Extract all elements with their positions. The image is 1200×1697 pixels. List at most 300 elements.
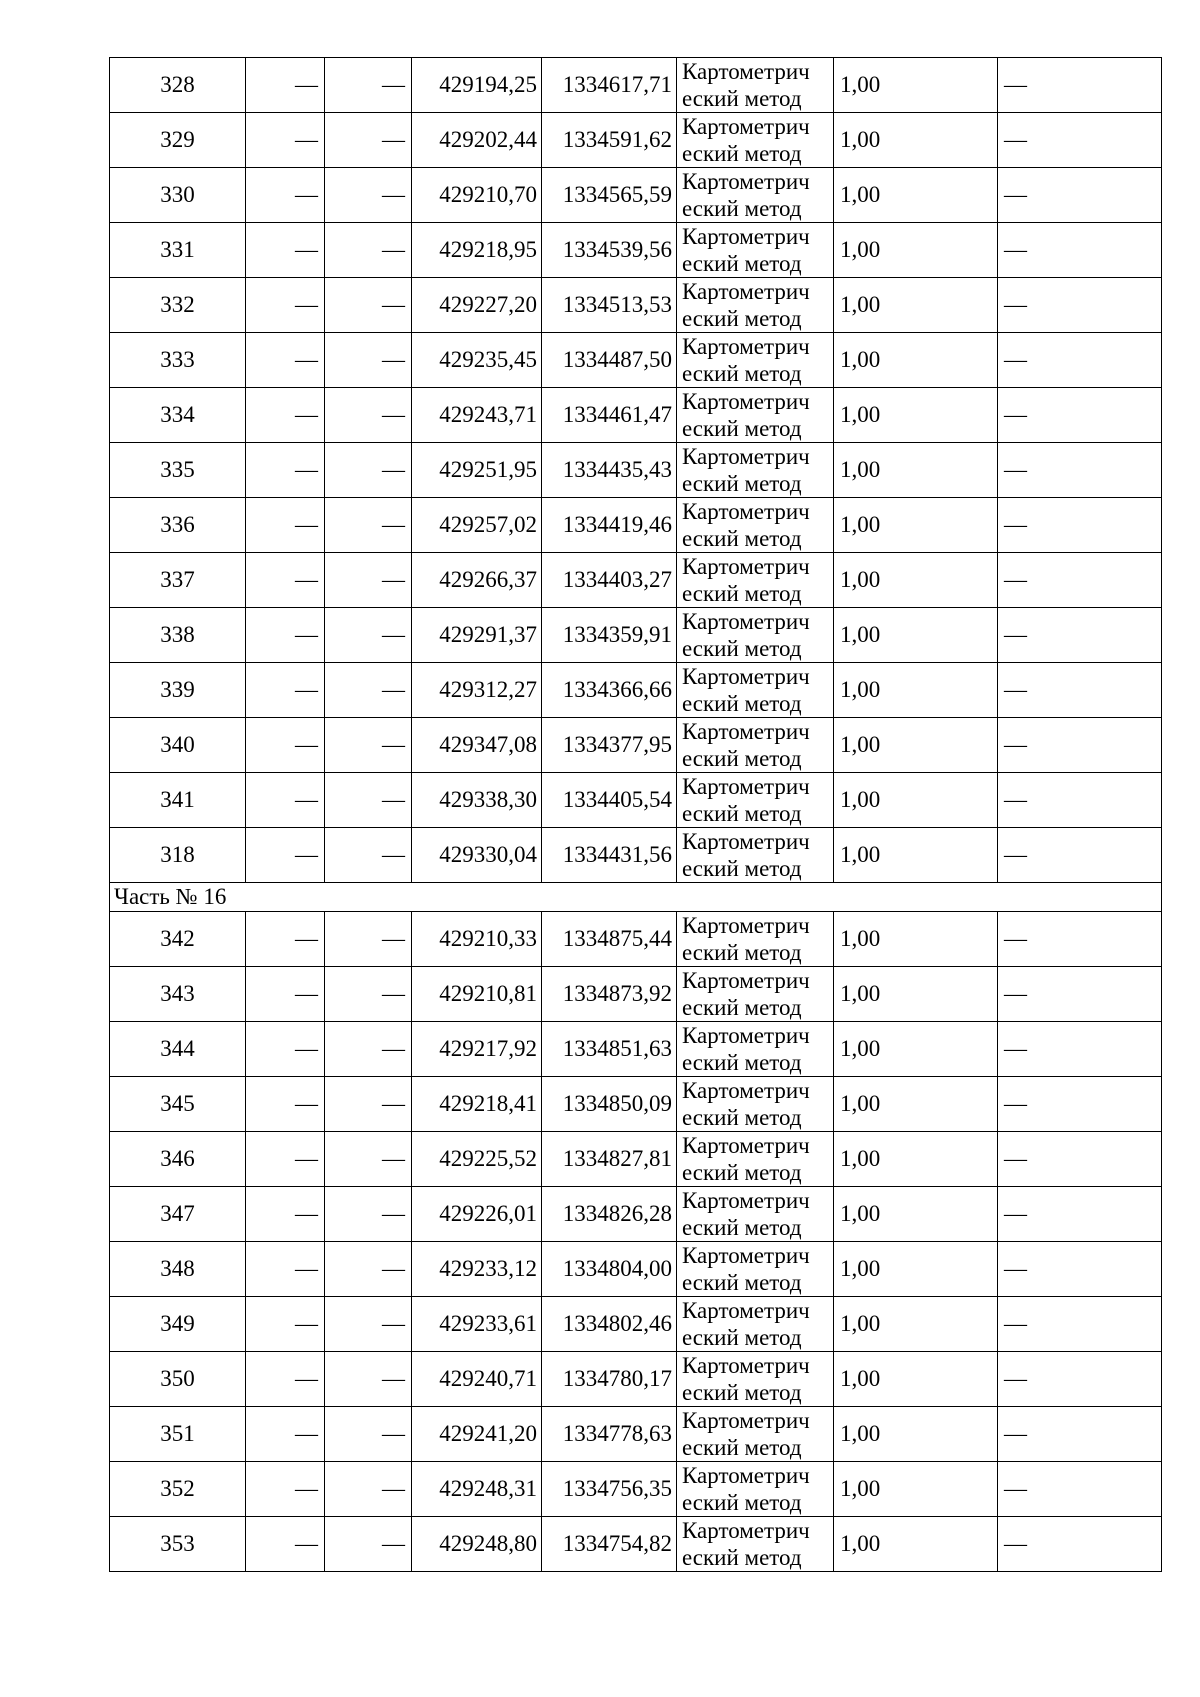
method-line-1: Картометрич [682, 913, 810, 938]
dash-cell: — [325, 1132, 412, 1187]
table-row [110, 1132, 1162, 1187]
x-coordinate-cell: 429266,37 [412, 553, 542, 608]
y-coordinate-cell: 1334539,56 [542, 223, 677, 278]
description-cell: — [998, 278, 1162, 333]
y-coordinate-cell: 1334359,91 [542, 608, 677, 663]
description-cell: — [998, 663, 1162, 718]
precision-cell: 1,00 [834, 912, 998, 967]
y-coordinate-cell: 1334875,44 [542, 912, 677, 967]
y-coordinate-cell: 1334431,56 [542, 828, 677, 883]
dash-cell: — [325, 1407, 412, 1462]
dash-cell: — [246, 1187, 325, 1242]
method-cell [677, 773, 834, 828]
part-label: Часть № 16 [110, 883, 1162, 912]
table-row [110, 58, 1162, 113]
x-coordinate-cell: 429248,31 [412, 1462, 542, 1517]
dash-cell: — [246, 333, 325, 388]
x-coordinate-cell: 429235,45 [412, 333, 542, 388]
y-coordinate-cell: 1334778,63 [542, 1407, 677, 1462]
coordinates-table [109, 57, 1162, 1572]
method-cell [677, 168, 834, 223]
dash-cell: — [246, 912, 325, 967]
table-row [110, 828, 1162, 883]
table-body-part-b [110, 912, 1162, 1572]
precision-cell: 1,00 [834, 1517, 998, 1572]
method-cell [677, 1407, 834, 1462]
point-number-cell: 318 [110, 828, 246, 883]
point-number-cell: 352 [110, 1462, 246, 1517]
method-line-1: Картометрич [682, 169, 810, 194]
description-cell: — [998, 388, 1162, 443]
method-cell [677, 608, 834, 663]
method-line-2: еский метод [682, 141, 802, 166]
precision-cell: 1,00 [834, 663, 998, 718]
x-coordinate-cell: 429202,44 [412, 113, 542, 168]
dash-cell: — [325, 388, 412, 443]
point-number-cell: 331 [110, 223, 246, 278]
precision-cell: 1,00 [834, 1407, 998, 1462]
method-line-1: Картометрич [682, 829, 810, 854]
dash-cell: — [246, 718, 325, 773]
x-coordinate-cell: 429233,61 [412, 1297, 542, 1352]
description-cell: — [998, 608, 1162, 663]
method-line-1: Картометрич [682, 1023, 810, 1048]
precision-cell: 1,00 [834, 718, 998, 773]
dash-cell: — [325, 168, 412, 223]
description-cell: — [998, 58, 1162, 113]
method-cell [677, 718, 834, 773]
table-row [110, 443, 1162, 498]
description-cell: — [998, 1022, 1162, 1077]
dash-cell: — [246, 388, 325, 443]
method-line-2: еский метод [682, 636, 802, 661]
point-number-cell: 346 [110, 1132, 246, 1187]
point-number-cell: 328 [110, 58, 246, 113]
dash-cell: — [325, 1297, 412, 1352]
y-coordinate-cell: 1334802,46 [542, 1297, 677, 1352]
method-line-2: еский метод [682, 196, 802, 221]
dash-cell: — [246, 1407, 325, 1462]
method-line-2: еский метод [682, 416, 802, 441]
method-line-1: Картометрич [682, 774, 810, 799]
description-cell: — [998, 1187, 1162, 1242]
x-coordinate-cell: 429218,41 [412, 1077, 542, 1132]
point-number-cell: 329 [110, 113, 246, 168]
description-cell: — [998, 333, 1162, 388]
dash-cell: — [325, 223, 412, 278]
table-row [110, 168, 1162, 223]
dash-cell: — [325, 443, 412, 498]
dash-cell: — [325, 278, 412, 333]
precision-cell: 1,00 [834, 223, 998, 278]
precision-cell: 1,00 [834, 553, 998, 608]
y-coordinate-cell: 1334377,95 [542, 718, 677, 773]
table-row [110, 967, 1162, 1022]
y-coordinate-cell: 1334565,59 [542, 168, 677, 223]
method-line-1: Картометрич [682, 444, 810, 469]
method-line-2: еский метод [682, 1490, 802, 1515]
point-number-cell: 343 [110, 967, 246, 1022]
table-row [110, 1187, 1162, 1242]
method-line-1: Картометрич [682, 719, 810, 744]
table-row [110, 1242, 1162, 1297]
dash-cell: — [246, 967, 325, 1022]
dash-cell: — [246, 1462, 325, 1517]
description-cell: — [998, 443, 1162, 498]
x-coordinate-cell: 429210,70 [412, 168, 542, 223]
precision-cell: 1,00 [834, 1297, 998, 1352]
description-cell: — [998, 1352, 1162, 1407]
x-coordinate-cell: 429225,52 [412, 1132, 542, 1187]
method-line-2: еский метод [682, 995, 802, 1020]
method-line-1: Картометрич [682, 114, 810, 139]
method-line-1: Картометрич [682, 334, 810, 359]
y-coordinate-cell: 1334851,63 [542, 1022, 677, 1077]
point-number-cell: 348 [110, 1242, 246, 1297]
dash-cell: — [246, 1297, 325, 1352]
method-cell [677, 223, 834, 278]
description-cell: — [998, 113, 1162, 168]
table-body-part-label [110, 883, 1162, 912]
precision-cell: 1,00 [834, 608, 998, 663]
method-line-1: Картометрич [682, 1078, 810, 1103]
dash-cell: — [325, 1242, 412, 1297]
method-line-1: Картометрич [682, 1463, 810, 1488]
point-number-cell: 330 [110, 168, 246, 223]
method-line-2: еский метод [682, 746, 802, 771]
description-cell: — [998, 718, 1162, 773]
dash-cell: — [325, 718, 412, 773]
dash-cell: — [246, 278, 325, 333]
y-coordinate-cell: 1334487,50 [542, 333, 677, 388]
table-row [110, 278, 1162, 333]
description-cell: — [998, 967, 1162, 1022]
table-row [110, 388, 1162, 443]
dash-cell: — [246, 58, 325, 113]
point-number-cell: 335 [110, 443, 246, 498]
method-line-1: Картометрич [682, 1298, 810, 1323]
precision-cell: 1,00 [834, 1077, 998, 1132]
y-coordinate-cell: 1334754,82 [542, 1517, 677, 1572]
precision-cell: 1,00 [834, 773, 998, 828]
method-cell [677, 1297, 834, 1352]
method-line-1: Картометрич [682, 1518, 810, 1543]
method-line-2: еский метод [682, 856, 802, 881]
description-cell: — [998, 1077, 1162, 1132]
method-line-2: еский метод [682, 306, 802, 331]
method-line-2: еский метод [682, 361, 802, 386]
y-coordinate-cell: 1334435,43 [542, 443, 677, 498]
method-cell [677, 443, 834, 498]
x-coordinate-cell: 429338,30 [412, 773, 542, 828]
method-cell [677, 912, 834, 967]
method-line-2: еский метод [682, 1105, 802, 1130]
part-header-row [110, 883, 1162, 912]
dash-cell: — [246, 828, 325, 883]
method-cell [677, 1022, 834, 1077]
method-cell [677, 1242, 834, 1297]
point-number-cell: 342 [110, 912, 246, 967]
method-cell [677, 828, 834, 883]
dash-cell: — [325, 1462, 412, 1517]
dash-cell: — [246, 1517, 325, 1572]
dash-cell: — [246, 168, 325, 223]
x-coordinate-cell: 429251,95 [412, 443, 542, 498]
point-number-cell: 347 [110, 1187, 246, 1242]
y-coordinate-cell: 1334419,46 [542, 498, 677, 553]
point-number-cell: 334 [110, 388, 246, 443]
point-number-cell: 341 [110, 773, 246, 828]
table-row [110, 608, 1162, 663]
dash-cell: — [246, 1242, 325, 1297]
description-cell: — [998, 1462, 1162, 1517]
precision-cell: 1,00 [834, 58, 998, 113]
dash-cell: — [246, 223, 325, 278]
x-coordinate-cell: 429243,71 [412, 388, 542, 443]
precision-cell: 1,00 [834, 828, 998, 883]
dash-cell: — [325, 967, 412, 1022]
method-line-1: Картометрич [682, 1133, 810, 1158]
point-number-cell: 332 [110, 278, 246, 333]
method-line-2: еский метод [682, 1545, 802, 1570]
dash-cell: — [325, 553, 412, 608]
dash-cell: — [325, 58, 412, 113]
table-row [110, 498, 1162, 553]
method-line-2: еский метод [682, 86, 802, 111]
description-cell: — [998, 828, 1162, 883]
method-cell [677, 113, 834, 168]
method-cell [677, 553, 834, 608]
table-row [110, 773, 1162, 828]
dash-cell: — [325, 1022, 412, 1077]
dash-cell: — [325, 828, 412, 883]
method-line-1: Картометрич [682, 1353, 810, 1378]
dash-cell: — [325, 333, 412, 388]
description-cell: — [998, 223, 1162, 278]
method-cell [677, 1132, 834, 1187]
table-row [110, 1352, 1162, 1407]
point-number-cell: 338 [110, 608, 246, 663]
point-number-cell: 350 [110, 1352, 246, 1407]
method-line-1: Картометрич [682, 554, 810, 579]
x-coordinate-cell: 429257,02 [412, 498, 542, 553]
table-row [110, 1077, 1162, 1132]
description-cell: — [998, 553, 1162, 608]
x-coordinate-cell: 429291,37 [412, 608, 542, 663]
method-line-2: еский метод [682, 1325, 802, 1350]
dash-cell: — [246, 1352, 325, 1407]
x-coordinate-cell: 429210,33 [412, 912, 542, 967]
method-line-2: еский метод [682, 1435, 802, 1460]
dash-cell: — [325, 113, 412, 168]
description-cell: — [998, 1297, 1162, 1352]
x-coordinate-cell: 429194,25 [412, 58, 542, 113]
method-line-2: еский метод [682, 471, 802, 496]
y-coordinate-cell: 1334461,47 [542, 388, 677, 443]
method-line-2: еский метод [682, 581, 802, 606]
method-line-2: еский метод [682, 251, 802, 276]
dash-cell: — [246, 1132, 325, 1187]
y-coordinate-cell: 1334804,00 [542, 1242, 677, 1297]
dash-cell: — [325, 498, 412, 553]
dash-cell: — [325, 1517, 412, 1572]
table-row [110, 1022, 1162, 1077]
method-cell [677, 1077, 834, 1132]
description-cell: — [998, 1407, 1162, 1462]
method-line-1: Картометрич [682, 609, 810, 634]
method-line-2: еский метод [682, 1380, 802, 1405]
description-cell: — [998, 168, 1162, 223]
point-number-cell: 337 [110, 553, 246, 608]
x-coordinate-cell: 429240,71 [412, 1352, 542, 1407]
precision-cell: 1,00 [834, 1462, 998, 1517]
precision-cell: 1,00 [834, 1022, 998, 1077]
x-coordinate-cell: 429226,01 [412, 1187, 542, 1242]
y-coordinate-cell: 1334617,71 [542, 58, 677, 113]
precision-cell: 1,00 [834, 333, 998, 388]
description-cell: — [998, 912, 1162, 967]
precision-cell: 1,00 [834, 967, 998, 1022]
method-line-2: еский метод [682, 1160, 802, 1185]
dash-cell: — [246, 663, 325, 718]
table-row [110, 718, 1162, 773]
point-number-cell: 344 [110, 1022, 246, 1077]
dash-cell: — [246, 608, 325, 663]
dash-cell: — [325, 608, 412, 663]
description-cell: — [998, 1242, 1162, 1297]
method-line-1: Картометрич [682, 59, 810, 84]
method-cell [677, 1517, 834, 1572]
point-number-cell: 336 [110, 498, 246, 553]
x-coordinate-cell: 429312,27 [412, 663, 542, 718]
point-number-cell: 339 [110, 663, 246, 718]
table-row [110, 223, 1162, 278]
table-row [110, 333, 1162, 388]
point-number-cell: 353 [110, 1517, 246, 1572]
method-cell [677, 333, 834, 388]
method-cell [677, 498, 834, 553]
precision-cell: 1,00 [834, 388, 998, 443]
method-line-2: еский метод [682, 691, 802, 716]
method-cell [677, 967, 834, 1022]
table-row [110, 113, 1162, 168]
y-coordinate-cell: 1334591,62 [542, 113, 677, 168]
x-coordinate-cell: 429241,20 [412, 1407, 542, 1462]
y-coordinate-cell: 1334756,35 [542, 1462, 677, 1517]
method-cell [677, 1462, 834, 1517]
x-coordinate-cell: 429227,20 [412, 278, 542, 333]
description-cell: — [998, 498, 1162, 553]
method-cell [677, 1187, 834, 1242]
method-line-2: еский метод [682, 1215, 802, 1240]
table-row [110, 1297, 1162, 1352]
y-coordinate-cell: 1334513,53 [542, 278, 677, 333]
dash-cell: — [325, 1077, 412, 1132]
point-number-cell: 333 [110, 333, 246, 388]
x-coordinate-cell: 429347,08 [412, 718, 542, 773]
dash-cell: — [246, 113, 325, 168]
y-coordinate-cell: 1334403,27 [542, 553, 677, 608]
x-coordinate-cell: 429218,95 [412, 223, 542, 278]
method-line-2: еский метод [682, 940, 802, 965]
dash-cell: — [325, 773, 412, 828]
y-coordinate-cell: 1334366,66 [542, 663, 677, 718]
precision-cell: 1,00 [834, 1187, 998, 1242]
method-line-2: еский метод [682, 801, 802, 826]
description-cell: — [998, 773, 1162, 828]
table-row [110, 1517, 1162, 1572]
table-row [110, 912, 1162, 967]
method-line-1: Картометрич [682, 1188, 810, 1213]
dash-cell: — [325, 912, 412, 967]
precision-cell: 1,00 [834, 1132, 998, 1187]
method-cell [677, 1352, 834, 1407]
y-coordinate-cell: 1334827,81 [542, 1132, 677, 1187]
method-cell [677, 663, 834, 718]
method-line-2: еский метод [682, 526, 802, 551]
dash-cell: — [246, 773, 325, 828]
dash-cell: — [246, 1022, 325, 1077]
precision-cell: 1,00 [834, 278, 998, 333]
y-coordinate-cell: 1334826,28 [542, 1187, 677, 1242]
point-number-cell: 349 [110, 1297, 246, 1352]
y-coordinate-cell: 1334873,92 [542, 967, 677, 1022]
method-line-2: еский метод [682, 1050, 802, 1075]
method-line-2: еский метод [682, 1270, 802, 1295]
table-row [110, 553, 1162, 608]
point-number-cell: 351 [110, 1407, 246, 1462]
x-coordinate-cell: 429233,12 [412, 1242, 542, 1297]
point-number-cell: 345 [110, 1077, 246, 1132]
x-coordinate-cell: 429248,80 [412, 1517, 542, 1572]
method-line-1: Картометрич [682, 664, 810, 689]
dash-cell: — [246, 1077, 325, 1132]
table-row [110, 1407, 1162, 1462]
dash-cell: — [246, 443, 325, 498]
method-line-1: Картометрич [682, 968, 810, 993]
method-line-1: Картометрич [682, 499, 810, 524]
description-cell: — [998, 1132, 1162, 1187]
precision-cell: 1,00 [834, 168, 998, 223]
precision-cell: 1,00 [834, 498, 998, 553]
method-line-1: Картометрич [682, 224, 810, 249]
x-coordinate-cell: 429210,81 [412, 967, 542, 1022]
table-row [110, 1462, 1162, 1517]
dash-cell: — [325, 1187, 412, 1242]
precision-cell: 1,00 [834, 443, 998, 498]
description-cell: — [998, 1517, 1162, 1572]
y-coordinate-cell: 1334780,17 [542, 1352, 677, 1407]
method-line-1: Картометрич [682, 279, 810, 304]
method-line-1: Картометрич [682, 1408, 810, 1433]
method-line-1: Картометрич [682, 389, 810, 414]
point-number-cell: 340 [110, 718, 246, 773]
method-cell [677, 388, 834, 443]
dash-cell: — [325, 663, 412, 718]
dash-cell: — [325, 1352, 412, 1407]
y-coordinate-cell: 1334405,54 [542, 773, 677, 828]
precision-cell: 1,00 [834, 1352, 998, 1407]
method-cell [677, 278, 834, 333]
table-row [110, 663, 1162, 718]
table-body-part-a [110, 58, 1162, 883]
method-cell [677, 58, 834, 113]
method-line-1: Картометрич [682, 1243, 810, 1268]
x-coordinate-cell: 429330,04 [412, 828, 542, 883]
dash-cell: — [246, 553, 325, 608]
y-coordinate-cell: 1334850,09 [542, 1077, 677, 1132]
precision-cell: 1,00 [834, 113, 998, 168]
